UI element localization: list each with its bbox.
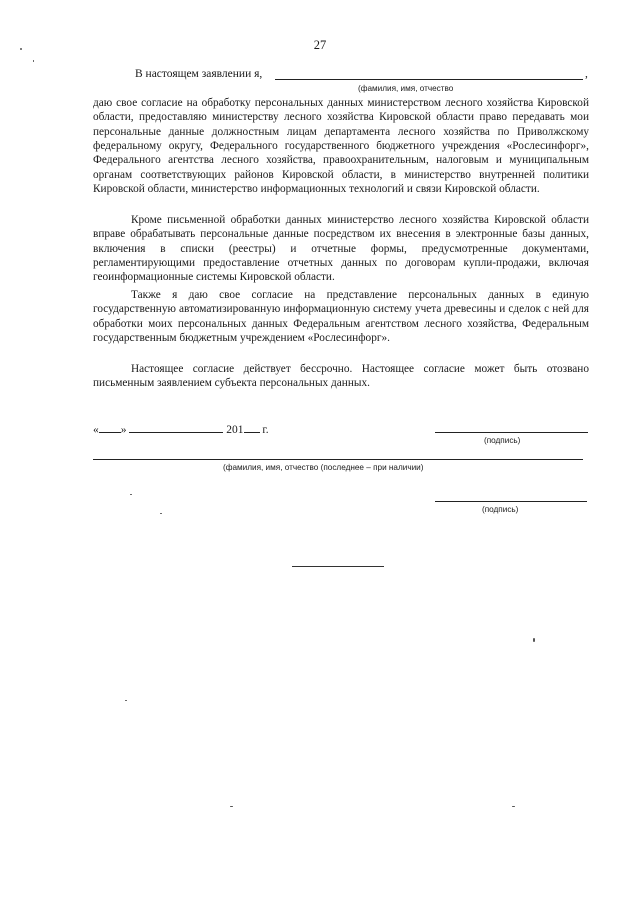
name-blank-line: [275, 79, 583, 80]
scan-speck: [230, 806, 233, 807]
scan-speck: [33, 60, 34, 62]
date-line: [93, 421, 269, 436]
scan-speck: [512, 806, 515, 807]
year-suffix: г.: [262, 424, 269, 436]
year-prefix: 201: [226, 424, 244, 436]
intro-line: [135, 68, 262, 80]
consent-paragraph-4: Настоящее согласие действует бессрочно. Настоящее согласие может быть отозвано письменным заявлением субъекта персональных данных.: [93, 363, 589, 390]
scan-speck: [125, 700, 127, 701]
day-blank: [99, 421, 121, 433]
scan-speck: [160, 513, 162, 514]
signature-caption-1: (подпись): [484, 436, 521, 445]
date-open-quote: «: [93, 424, 99, 436]
full-name-caption: (фамилия, имя, отчество (последнее – при наличии): [223, 463, 424, 472]
scan-speck: [533, 638, 535, 642]
scan-speck: [20, 48, 22, 50]
date-close-quote: »: [120, 424, 127, 436]
intro-text: В настоящем заявлении я,: [135, 68, 263, 80]
signature-line-2: [435, 501, 587, 502]
consent-paragraph-1: даю свое согласие на обработку персональных данных министерством лесного хозяйства Кировской области, предоставляю министерству лесного хозяйства Кировской области право передавать мои персональные данные должностным лицам департамента лесного хозяйства по Приволжскому федеральному округу, Федерального государственного бюджетного учреждения «Рослесинфорг», Федерального агентства лесного хозяйства, правоохранительным, налоговым и муниципальным органам соответствующих районов Кировской области, в министерство внутренней политики Кировской области, министерство информационных технологий и связи Кировской области.: [93, 97, 589, 196]
year-blank: [244, 421, 260, 433]
consent-paragraph-3: Также я даю свое согласие на представление персональных данных в единую государственную автоматизированную информационную систему учета древесины и сделок с ней для обработки моих персональных данных Федеральным агентством лесного хозяйства, Федеральным государственным бюджетным учреждением «Рослесинфорг».: [93, 289, 589, 345]
signature-line-1: [435, 432, 588, 433]
month-blank: [129, 421, 223, 433]
signature-caption-2: (подпись): [482, 505, 519, 514]
page-number: 27: [313, 38, 327, 52]
consent-paragraph-2: Кроме письменной обработки данных министерство лесного хозяйства Кировской области вправе обрабатывать персональные данные посредством их внесения в электронные базы данных, включения в списки (реестры) и отчетные формы, предусмотренные документами, регламентирующими предоставление отчетных данных по договорам купли-продажи, включая геоинформационные системы Кировской области.: [93, 214, 589, 284]
intro-comma: ,: [585, 68, 588, 80]
end-of-document-rule: [292, 566, 384, 567]
full-name-line: [93, 459, 583, 460]
scan-speck: [130, 494, 132, 495]
name-caption-top: (фамилия, имя, отчество: [358, 84, 454, 93]
